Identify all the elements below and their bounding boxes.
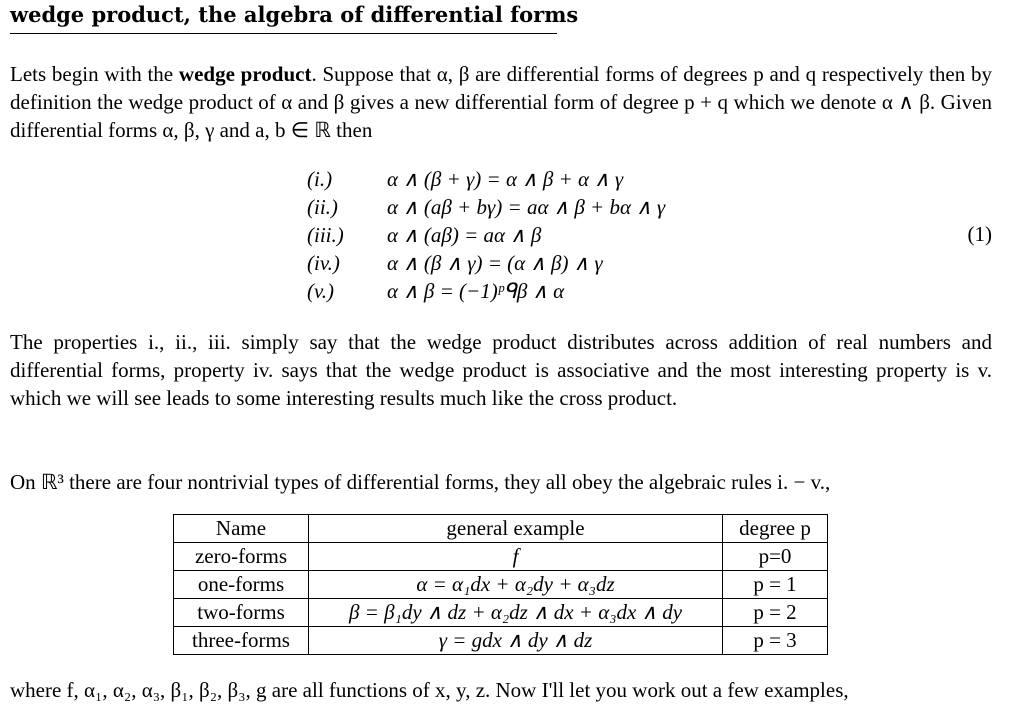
form-name: zero-forms [174,543,309,571]
intro-text-rest: . Suppose that α, β are differential forms of degrees p and q respectively then by definition the wedge product of α and β gives a new differential form of degree p + q which we denote α ∧ β. Given differential forms α, β, γ and a, b ∈ ℝ then [10,62,992,142]
equation-number: (1) [967,222,992,246]
table-header-row [174,515,828,543]
r3-intro-paragraph: On ℝ³ there are four nontrivial types of differential forms, they all obey the algebraic rules i. − v., [10,470,831,494]
property-label: (i.) [307,167,333,191]
intro-paragraph [10,60,992,144]
form-degree: p = 1 [723,571,828,599]
form-example: α = α₁dx + α₂dy + α₃dz [309,571,723,599]
intro-text-start: Lets begin with the [10,62,179,86]
title-underline [10,33,557,34]
form-example: β = β₁dy ∧ dz + α₂dz ∧ dx + α₃dx ∧ dy [309,599,723,627]
form-example: f [309,543,723,571]
form-degree: p = 3 [723,627,828,655]
differential-forms-table [173,514,828,655]
closing-paragraph: where f, α₁, α₂, α₃, β₁, β₂, β₃, g are all functions of x, y, z. Now I'll let you work out a few examples, [10,678,849,702]
form-name: three-forms [174,627,309,655]
table-row [174,571,828,599]
property-expression: α ∧ (β + γ) = α ∧ β + α ∧ γ [387,167,624,191]
form-example: γ = gdx ∧ dy ∧ dz [309,627,723,655]
property-expression: α ∧ (aβ + bγ) = aα ∧ β + bα ∧ γ [387,195,666,219]
property-label: (iv.) [307,251,340,275]
table-row [174,599,828,627]
header-example: general example [309,515,723,543]
property-label: (iii.) [307,223,344,247]
property-label: (v.) [307,279,334,303]
form-degree: p=0 [723,543,828,571]
form-name: one-forms [174,571,309,599]
table-row [174,543,828,571]
property-expression: α ∧ (β ∧ γ) = (α ∧ β) ∧ γ [387,251,603,275]
property-label: (ii.) [307,195,338,219]
wedge-product-term: wedge product [178,62,312,86]
property-expression: α ∧ (aβ) = aα ∧ β [387,223,542,247]
property-expression: α ∧ β = (−1)ᵖᑫβ ∧ α [387,279,565,303]
form-name: two-forms [174,599,309,627]
table-row [174,627,828,655]
explanation-paragraph: The properties i., ii., iii. simply say that the wedge product distributes across addition of real numbers and differential forms, property iv. says that the wedge product is associative and the most interesting property is v. which we will see leads to some interesting results much like the cross product. [10,330,992,410]
header-name: Name [174,515,309,543]
section-title: wedge product, the algebra of differential forms [10,2,579,27]
form-degree: p = 2 [723,599,828,627]
header-degree: degree p [723,515,828,543]
